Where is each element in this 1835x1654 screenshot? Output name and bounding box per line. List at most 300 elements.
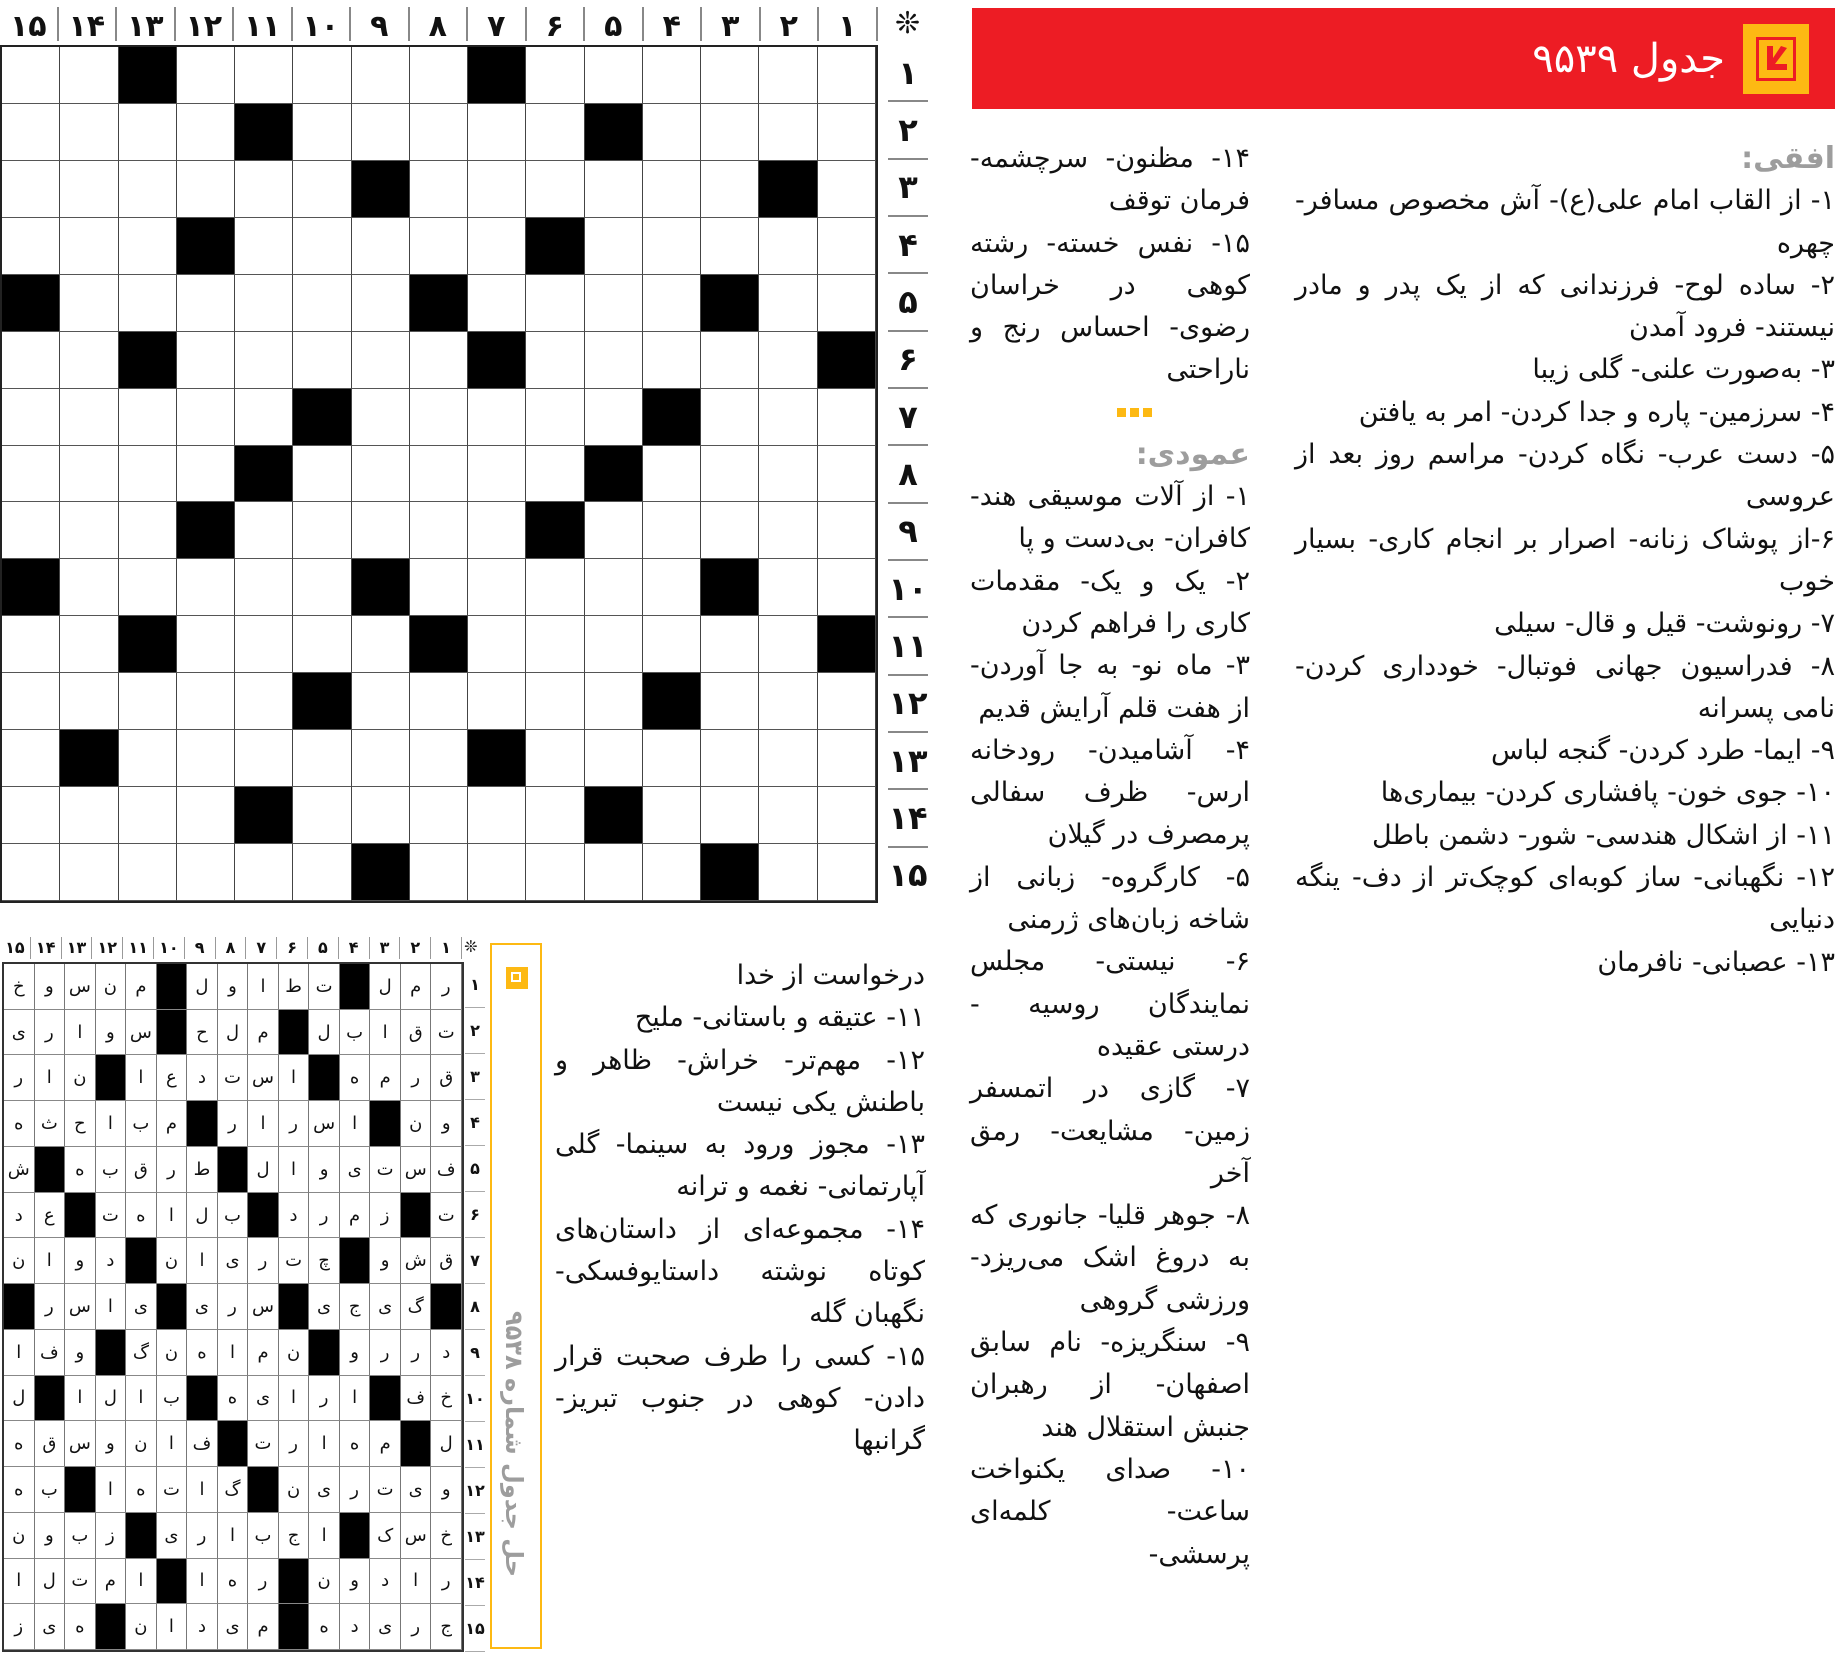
empty-cell[interactable] bbox=[235, 275, 293, 332]
empty-cell[interactable] bbox=[410, 446, 468, 503]
solution-letter-cell: ر bbox=[279, 1421, 310, 1467]
empty-cell[interactable] bbox=[643, 161, 701, 218]
solution-label: حل جدول شماره ۹۵۳۸ bbox=[500, 1311, 528, 1577]
empty-cell[interactable] bbox=[119, 559, 177, 616]
solution-row-label: ۹ bbox=[465, 1330, 485, 1376]
empty-cell[interactable] bbox=[759, 787, 817, 844]
empty-cell[interactable] bbox=[701, 332, 759, 389]
empty-cell[interactable] bbox=[60, 47, 118, 104]
empty-cell[interactable] bbox=[701, 502, 759, 559]
empty-cell[interactable] bbox=[818, 275, 876, 332]
empty-cell[interactable] bbox=[235, 673, 293, 730]
solution-letter-cell: ا bbox=[126, 1376, 157, 1422]
empty-cell[interactable] bbox=[293, 844, 351, 901]
empty-cell[interactable] bbox=[2, 332, 60, 389]
empty-cell[interactable] bbox=[701, 104, 759, 161]
empty-cell[interactable] bbox=[526, 47, 584, 104]
empty-cell[interactable] bbox=[759, 616, 817, 673]
solution-column-label: ۹ bbox=[185, 937, 216, 959]
empty-cell[interactable] bbox=[585, 275, 643, 332]
column-label: ۶ bbox=[527, 7, 586, 41]
solution-letter-cell: ی bbox=[248, 1376, 279, 1422]
empty-cell[interactable] bbox=[643, 559, 701, 616]
empty-cell[interactable] bbox=[293, 787, 351, 844]
empty-cell[interactable] bbox=[2, 616, 60, 673]
empty-cell[interactable] bbox=[759, 730, 817, 787]
empty-cell[interactable] bbox=[352, 673, 410, 730]
empty-cell[interactable] bbox=[468, 673, 526, 730]
empty-cell[interactable] bbox=[643, 844, 701, 901]
empty-cell[interactable] bbox=[235, 502, 293, 559]
empty-cell[interactable] bbox=[60, 787, 118, 844]
solution-letter-cell: د bbox=[187, 1604, 218, 1650]
empty-cell[interactable] bbox=[585, 332, 643, 389]
empty-cell[interactable] bbox=[410, 332, 468, 389]
solution-black-cell bbox=[340, 1238, 371, 1284]
solution-letter-cell: ت bbox=[279, 1238, 310, 1284]
clue-text: ۱۱- از اشکال هندسی- شور- دشمن باطل bbox=[1372, 819, 1835, 851]
empty-cell[interactable] bbox=[2, 218, 60, 275]
empty-cell[interactable] bbox=[701, 673, 759, 730]
clue-text: ۶- نیستی- مجلس نمایندگان روسیه - درستی عقیده bbox=[970, 946, 1250, 1062]
solution-black-cell bbox=[279, 1010, 310, 1056]
solution-letter-cell: چ bbox=[309, 1238, 340, 1284]
empty-cell[interactable] bbox=[235, 332, 293, 389]
empty-cell[interactable] bbox=[60, 275, 118, 332]
solution-letter-cell: ط bbox=[279, 964, 310, 1010]
empty-cell[interactable] bbox=[2, 844, 60, 901]
empty-cell[interactable] bbox=[177, 616, 235, 673]
solution-letter-cell: م bbox=[370, 1421, 401, 1467]
empty-cell[interactable] bbox=[2, 47, 60, 104]
clue-text: ۱۵- کسی را طرف صحبت قرار دادن- کوهی در جنوب تبریز- گرانبها bbox=[555, 1340, 925, 1457]
solution-letter-cell: س bbox=[248, 1055, 279, 1101]
empty-cell[interactable] bbox=[585, 616, 643, 673]
empty-cell[interactable] bbox=[759, 502, 817, 559]
row-label: ۱۲ bbox=[888, 676, 928, 733]
solution-letter-cell: ت bbox=[157, 1467, 188, 1513]
solution-letter-cell: د bbox=[340, 1604, 371, 1650]
empty-cell[interactable] bbox=[759, 47, 817, 104]
solution-letter-cell: ش bbox=[401, 1238, 432, 1284]
empty-cell[interactable] bbox=[235, 616, 293, 673]
empty-cell[interactable] bbox=[119, 389, 177, 446]
solution-black-cell bbox=[65, 1193, 96, 1239]
empty-cell[interactable] bbox=[701, 161, 759, 218]
empty-cell[interactable] bbox=[818, 673, 876, 730]
solution-letter-cell: ن bbox=[4, 1238, 35, 1284]
solution-letter-cell: ا bbox=[126, 1559, 157, 1605]
row-label: ۹ bbox=[888, 504, 928, 561]
empty-cell[interactable] bbox=[410, 673, 468, 730]
empty-cell[interactable] bbox=[119, 844, 177, 901]
empty-cell[interactable] bbox=[177, 161, 235, 218]
main-crossword-grid bbox=[0, 45, 878, 903]
empty-cell[interactable] bbox=[818, 844, 876, 901]
solution-letter-cell: ن bbox=[279, 1467, 310, 1513]
empty-cell[interactable] bbox=[759, 673, 817, 730]
empty-cell[interactable] bbox=[526, 389, 584, 446]
black-cell bbox=[352, 161, 410, 218]
empty-cell[interactable] bbox=[818, 104, 876, 161]
empty-cell[interactable] bbox=[60, 332, 118, 389]
empty-cell[interactable] bbox=[293, 559, 351, 616]
empty-cell[interactable] bbox=[352, 104, 410, 161]
solution-black-cell bbox=[340, 1513, 371, 1559]
empty-cell[interactable] bbox=[293, 332, 351, 389]
empty-cell[interactable] bbox=[177, 275, 235, 332]
empty-cell[interactable] bbox=[293, 104, 351, 161]
empty-cell[interactable] bbox=[759, 218, 817, 275]
empty-cell[interactable] bbox=[235, 218, 293, 275]
empty-cell[interactable] bbox=[410, 730, 468, 787]
clue-text: درخواست از خدا bbox=[736, 960, 925, 991]
empty-cell[interactable] bbox=[60, 389, 118, 446]
solution-letter-cell: ا bbox=[370, 1010, 401, 1056]
empty-cell[interactable] bbox=[468, 218, 526, 275]
empty-cell[interactable] bbox=[585, 730, 643, 787]
empty-cell[interactable] bbox=[60, 218, 118, 275]
empty-cell[interactable] bbox=[119, 502, 177, 559]
solution-column-label: ۷ bbox=[246, 937, 277, 959]
empty-cell[interactable] bbox=[352, 332, 410, 389]
empty-cell[interactable] bbox=[2, 502, 60, 559]
clue-text: ۱۰- جوی خون- پافشاری کردن- بیماری‌ها bbox=[1380, 777, 1835, 809]
empty-cell[interactable] bbox=[119, 787, 177, 844]
empty-cell[interactable] bbox=[526, 730, 584, 787]
empty-cell[interactable] bbox=[643, 616, 701, 673]
solution-letter-cell: ف bbox=[187, 1421, 218, 1467]
empty-cell[interactable] bbox=[352, 616, 410, 673]
clue-text: ۵- کارگروه- زبانی از شاخه زبان‌های ژرمنی bbox=[970, 861, 1250, 936]
empty-cell[interactable] bbox=[526, 559, 584, 616]
empty-cell[interactable] bbox=[293, 275, 351, 332]
clue-text: ۳- به‌صورت علنی- گلی زیبا bbox=[1532, 354, 1835, 386]
empty-cell[interactable] bbox=[410, 389, 468, 446]
solution-black-cell bbox=[157, 1284, 188, 1330]
empty-cell[interactable] bbox=[701, 730, 759, 787]
empty-cell[interactable] bbox=[759, 446, 817, 503]
empty-cell[interactable] bbox=[585, 161, 643, 218]
empty-cell[interactable] bbox=[818, 47, 876, 104]
solution-letter-cell: ل bbox=[35, 1559, 66, 1605]
empty-cell[interactable] bbox=[352, 275, 410, 332]
empty-cell[interactable] bbox=[2, 673, 60, 730]
solution-row-label: ۱۰ bbox=[465, 1376, 485, 1422]
empty-cell[interactable] bbox=[235, 730, 293, 787]
solution-letter-cell: ا bbox=[4, 1330, 35, 1376]
empty-cell[interactable] bbox=[759, 275, 817, 332]
solution-letter-cell: ت bbox=[218, 1055, 249, 1101]
solution-black-cell bbox=[126, 1513, 157, 1559]
empty-cell[interactable] bbox=[119, 218, 177, 275]
solution-letter-cell: ی bbox=[218, 1238, 249, 1284]
solution-letter-cell: ب bbox=[157, 1376, 188, 1422]
solution-black-cell bbox=[35, 1376, 66, 1422]
empty-cell[interactable] bbox=[410, 218, 468, 275]
empty-cell[interactable] bbox=[352, 389, 410, 446]
empty-cell[interactable] bbox=[643, 502, 701, 559]
empty-cell[interactable] bbox=[410, 47, 468, 104]
empty-cell[interactable] bbox=[468, 389, 526, 446]
solution-letter-cell: ت bbox=[431, 1010, 462, 1056]
solution-letter-cell: ه bbox=[4, 1467, 35, 1513]
black-cell bbox=[293, 389, 351, 446]
empty-cell[interactable] bbox=[526, 104, 584, 161]
solution-letter-cell: ل bbox=[187, 1193, 218, 1239]
empty-cell[interactable] bbox=[177, 47, 235, 104]
empty-cell[interactable] bbox=[410, 502, 468, 559]
empty-cell[interactable] bbox=[526, 446, 584, 503]
black-cell bbox=[701, 844, 759, 901]
empty-cell[interactable] bbox=[235, 389, 293, 446]
empty-cell[interactable] bbox=[643, 787, 701, 844]
empty-cell[interactable] bbox=[818, 446, 876, 503]
empty-cell[interactable] bbox=[177, 844, 235, 901]
solution-letter-cell: ز bbox=[4, 1604, 35, 1650]
empty-cell[interactable] bbox=[818, 161, 876, 218]
solution-letter-cell: ز bbox=[370, 1193, 401, 1239]
clue-text: ۶-از پوشاک زنانه- اصرار بر انجام کاری- بسیار خوب bbox=[1295, 523, 1835, 597]
solution-column-label: ۱۰ bbox=[154, 937, 185, 959]
solution-letter-cell: س bbox=[65, 1421, 96, 1467]
empty-cell[interactable] bbox=[468, 275, 526, 332]
solution-letter-cell: ا bbox=[96, 1467, 127, 1513]
solution-black-cell bbox=[187, 1101, 218, 1147]
solution-letter-cell: ع bbox=[157, 1055, 188, 1101]
solution-row-label: ۱ bbox=[465, 962, 485, 1008]
empty-cell[interactable] bbox=[119, 673, 177, 730]
solution-row-label: ۱۴ bbox=[465, 1560, 485, 1606]
solution-column-label: ۸ bbox=[216, 937, 247, 959]
column-label: ۳ bbox=[702, 7, 761, 41]
solution-letter-cell: ن bbox=[401, 1101, 432, 1147]
solution-letter-cell: ا bbox=[96, 1284, 127, 1330]
solution-black-cell bbox=[218, 1421, 249, 1467]
empty-cell[interactable] bbox=[643, 275, 701, 332]
solution-black-cell bbox=[248, 1193, 279, 1239]
empty-cell[interactable] bbox=[701, 616, 759, 673]
empty-cell[interactable] bbox=[293, 502, 351, 559]
empty-cell[interactable] bbox=[2, 104, 60, 161]
solution-letter-cell: ش bbox=[4, 1147, 35, 1193]
empty-cell[interactable] bbox=[468, 104, 526, 161]
empty-cell[interactable] bbox=[60, 161, 118, 218]
black-cell bbox=[235, 787, 293, 844]
empty-cell[interactable] bbox=[526, 787, 584, 844]
empty-cell[interactable] bbox=[643, 47, 701, 104]
empty-cell[interactable] bbox=[643, 332, 701, 389]
empty-cell[interactable] bbox=[293, 446, 351, 503]
solution-black-cell bbox=[279, 1604, 310, 1650]
solution-black-cell bbox=[65, 1467, 96, 1513]
empty-cell[interactable] bbox=[701, 389, 759, 446]
empty-cell[interactable] bbox=[643, 218, 701, 275]
empty-cell[interactable] bbox=[585, 389, 643, 446]
solution-letter-cell: ق bbox=[126, 1147, 157, 1193]
empty-cell[interactable] bbox=[60, 559, 118, 616]
empty-cell[interactable] bbox=[293, 161, 351, 218]
empty-cell[interactable] bbox=[177, 104, 235, 161]
empty-cell[interactable] bbox=[60, 446, 118, 503]
solution-letter-cell: ف bbox=[35, 1330, 66, 1376]
empty-cell[interactable] bbox=[585, 673, 643, 730]
empty-cell[interactable] bbox=[410, 787, 468, 844]
empty-cell[interactable] bbox=[235, 161, 293, 218]
empty-cell[interactable] bbox=[585, 47, 643, 104]
solution-letter-cell: خ bbox=[431, 1376, 462, 1422]
empty-cell[interactable] bbox=[60, 844, 118, 901]
empty-cell[interactable] bbox=[468, 446, 526, 503]
empty-cell[interactable] bbox=[177, 389, 235, 446]
empty-cell[interactable] bbox=[60, 104, 118, 161]
empty-cell[interactable] bbox=[177, 730, 235, 787]
empty-cell[interactable] bbox=[759, 559, 817, 616]
solution-letter-cell: ی bbox=[401, 1467, 432, 1513]
solution-letter-cell: ن bbox=[126, 1604, 157, 1650]
empty-cell[interactable] bbox=[468, 161, 526, 218]
clue-text: ۱۳- مجوز ورود به سینما- گلی آپارتمانی- نغمه و ترانه bbox=[555, 1129, 925, 1203]
empty-cell[interactable] bbox=[643, 730, 701, 787]
empty-cell[interactable] bbox=[119, 730, 177, 787]
solution-letter-cell: م bbox=[157, 1101, 188, 1147]
column-label: ۵ bbox=[585, 7, 644, 41]
column-label: ۸ bbox=[410, 7, 469, 41]
empty-cell[interactable] bbox=[410, 104, 468, 161]
empty-cell[interactable] bbox=[585, 502, 643, 559]
empty-cell[interactable] bbox=[526, 161, 584, 218]
solution-letter-cell: ا bbox=[4, 1559, 35, 1605]
row-label: ۱ bbox=[888, 45, 928, 102]
empty-cell[interactable] bbox=[119, 161, 177, 218]
empty-cell[interactable] bbox=[468, 559, 526, 616]
empty-cell[interactable] bbox=[526, 332, 584, 389]
empty-cell[interactable] bbox=[352, 502, 410, 559]
empty-cell[interactable] bbox=[818, 730, 876, 787]
empty-cell[interactable] bbox=[352, 218, 410, 275]
empty-cell[interactable] bbox=[60, 502, 118, 559]
empty-cell[interactable] bbox=[818, 218, 876, 275]
empty-cell[interactable] bbox=[119, 104, 177, 161]
empty-cell[interactable] bbox=[818, 389, 876, 446]
empty-cell[interactable] bbox=[235, 844, 293, 901]
empty-cell[interactable] bbox=[759, 332, 817, 389]
empty-cell[interactable] bbox=[701, 218, 759, 275]
empty-cell[interactable] bbox=[526, 616, 584, 673]
empty-cell[interactable] bbox=[119, 275, 177, 332]
solution-letter-cell: ن bbox=[96, 964, 127, 1010]
solution-letter-cell: ی bbox=[309, 1284, 340, 1330]
empty-cell[interactable] bbox=[60, 673, 118, 730]
column-label: ۷ bbox=[468, 7, 527, 41]
black-cell bbox=[410, 616, 468, 673]
empty-cell[interactable] bbox=[352, 47, 410, 104]
empty-cell[interactable] bbox=[235, 559, 293, 616]
empty-cell[interactable] bbox=[177, 446, 235, 503]
empty-cell[interactable] bbox=[585, 559, 643, 616]
empty-cell[interactable] bbox=[60, 616, 118, 673]
empty-cell[interactable] bbox=[177, 332, 235, 389]
empty-cell[interactable] bbox=[759, 104, 817, 161]
empty-cell[interactable] bbox=[352, 730, 410, 787]
empty-cell[interactable] bbox=[235, 47, 293, 104]
solution-letter-cell: ا bbox=[96, 1101, 127, 1147]
black-cell bbox=[643, 389, 701, 446]
empty-cell[interactable] bbox=[2, 161, 60, 218]
solution-letter-cell: ر bbox=[35, 1284, 66, 1330]
solution-letter-cell: ج bbox=[279, 1513, 310, 1559]
empty-cell[interactable] bbox=[526, 673, 584, 730]
solution-letter-cell: ا bbox=[309, 1513, 340, 1559]
empty-cell[interactable] bbox=[701, 47, 759, 104]
solution-letter-cell: ی bbox=[187, 1284, 218, 1330]
empty-cell[interactable] bbox=[818, 502, 876, 559]
empty-cell[interactable] bbox=[2, 389, 60, 446]
solution-logo-icon bbox=[506, 967, 528, 989]
solution-letter-cell: ر bbox=[401, 1055, 432, 1101]
empty-cell[interactable] bbox=[701, 446, 759, 503]
empty-cell[interactable] bbox=[701, 787, 759, 844]
empty-cell[interactable] bbox=[352, 787, 410, 844]
empty-cell[interactable] bbox=[2, 787, 60, 844]
empty-cell[interactable] bbox=[468, 616, 526, 673]
empty-cell[interactable] bbox=[410, 559, 468, 616]
empty-cell[interactable] bbox=[643, 104, 701, 161]
solution-black-cell bbox=[96, 1055, 127, 1101]
solution-letter-cell: ن bbox=[157, 1238, 188, 1284]
solution-letter-cell: و bbox=[35, 964, 66, 1010]
solution-letter-cell: ل bbox=[187, 964, 218, 1010]
empty-cell[interactable] bbox=[2, 446, 60, 503]
empty-cell[interactable] bbox=[585, 218, 643, 275]
solution-letter-cell: ر bbox=[248, 1559, 279, 1605]
empty-cell[interactable] bbox=[293, 616, 351, 673]
empty-cell[interactable] bbox=[643, 446, 701, 503]
empty-cell[interactable] bbox=[818, 559, 876, 616]
empty-cell[interactable] bbox=[293, 47, 351, 104]
empty-cell[interactable] bbox=[526, 275, 584, 332]
black-cell bbox=[468, 47, 526, 104]
empty-cell[interactable] bbox=[119, 446, 177, 503]
solution-letter-cell: م bbox=[248, 1010, 279, 1056]
solution-letter-cell: س bbox=[248, 1284, 279, 1330]
empty-cell[interactable] bbox=[177, 559, 235, 616]
solution-black-cell bbox=[248, 1467, 279, 1513]
solution-row-labels bbox=[465, 962, 485, 1652]
empty-cell[interactable] bbox=[818, 787, 876, 844]
empty-cell[interactable] bbox=[293, 730, 351, 787]
empty-cell[interactable] bbox=[352, 446, 410, 503]
solution-row-label: ۷ bbox=[465, 1238, 485, 1284]
empty-cell[interactable] bbox=[177, 673, 235, 730]
empty-cell[interactable] bbox=[410, 161, 468, 218]
solution-letter-cell: س bbox=[309, 1101, 340, 1147]
empty-cell[interactable] bbox=[177, 787, 235, 844]
black-cell bbox=[119, 332, 177, 389]
main-grid-row-labels bbox=[880, 45, 936, 903]
empty-cell[interactable] bbox=[759, 389, 817, 446]
empty-cell[interactable] bbox=[526, 844, 584, 901]
empty-cell[interactable] bbox=[2, 730, 60, 787]
solution-letter-cell: ه bbox=[4, 1101, 35, 1147]
empty-cell[interactable] bbox=[468, 502, 526, 559]
empty-cell[interactable] bbox=[293, 218, 351, 275]
empty-cell[interactable] bbox=[468, 787, 526, 844]
empty-cell[interactable] bbox=[585, 844, 643, 901]
empty-cell[interactable] bbox=[410, 844, 468, 901]
empty-cell[interactable] bbox=[468, 844, 526, 901]
empty-cell[interactable] bbox=[759, 844, 817, 901]
